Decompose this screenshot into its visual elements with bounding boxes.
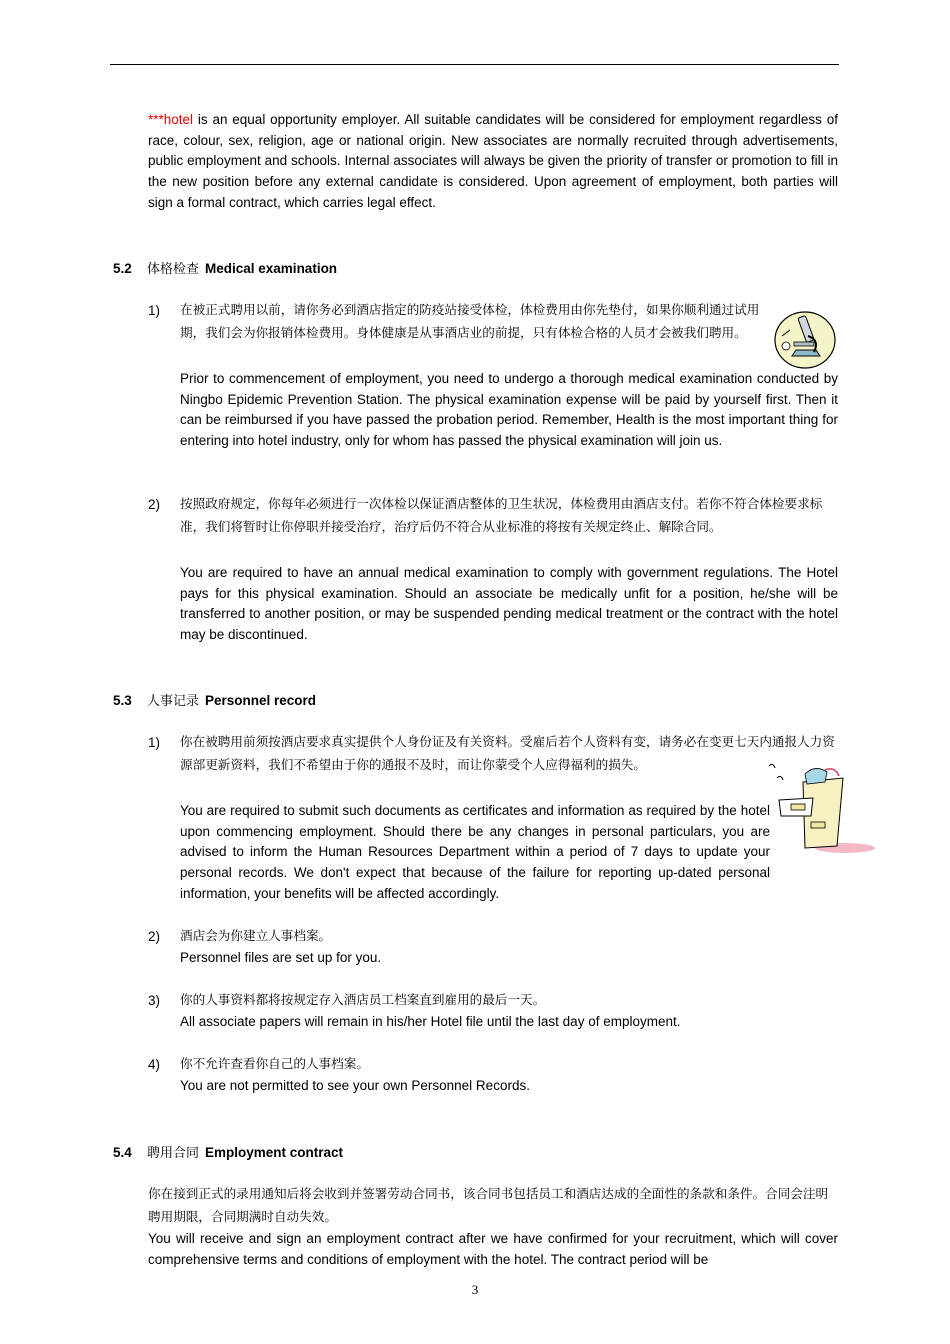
item-zh-text: 你不允许查看你自己的人事档案。 bbox=[180, 1056, 369, 1071]
item-en-text: You are required to have an annual medical examination to comply with government regulations. The Hotel pays for this physical examination. Should an associate be medically unfit for a position, he/she will be transferred to another position, or may be suspended pending medical treatment or the contract with the hotel may be discontinued. bbox=[180, 565, 838, 643]
section-title-zh: 聘用合同 bbox=[147, 1146, 200, 1161]
page-number: 3 bbox=[471, 1282, 479, 1297]
section-title-en: Employment contract bbox=[205, 1145, 344, 1160]
medical-item-2-zh bbox=[180, 493, 838, 538]
item-number: 4) bbox=[148, 1057, 161, 1072]
item-zh-text: 你的人事资料都将按规定存入酒店员工档案直到雇用的最后一天。 bbox=[180, 992, 546, 1007]
section-heading-5-2 bbox=[113, 258, 337, 277]
personnel-item-1-zh bbox=[180, 731, 838, 776]
contract-en-text: You will receive and sign an employment contract after we have confirmed for your recruitment, which will cover comprehensive terms and conditions of employment with the hotel. The contract period will be bbox=[148, 1231, 838, 1267]
item-number: 3) bbox=[148, 993, 161, 1008]
microscope-icon bbox=[772, 306, 838, 370]
item-zh-text: 在被正式聘用以前，请你务必到酒店指定的防疫站接受体检，体检费用由你先垫付，如果你顺利通过试用期，我们会为你报销体检费用。身体健康是从事酒店业的前提，只有体检合格的人员才会被我们聘用。 bbox=[180, 302, 760, 340]
item-en-text: You are not permitted to see your own Personnel Records. bbox=[180, 1077, 530, 1093]
item-zh-text: 酒店会为你建立人事档案。 bbox=[180, 928, 332, 943]
medical-item-1-zh bbox=[180, 299, 763, 344]
personnel-item-1-en bbox=[180, 801, 770, 905]
item-zh-text: 按照政府规定，你每年必须进行一次体检以保证酒店整体的卫生状况，体检费用由酒店支付。若你不符合体检要求标准，我们将暂时让你停职并接受治疗，治疗后仍不符合从业标准的将按有关规定终止、解除合同。 bbox=[180, 496, 823, 534]
medical-item-2-en bbox=[180, 563, 838, 646]
contract-zh bbox=[148, 1183, 838, 1228]
contract-en bbox=[148, 1229, 838, 1270]
personnel-item-2 bbox=[180, 925, 838, 968]
section-title-zh: 体格检查 bbox=[147, 262, 200, 277]
section-heading-5-3 bbox=[113, 690, 316, 709]
item-number: 1) bbox=[148, 303, 161, 318]
item-zh-text: 你在被聘用前须按酒店要求真实提供个人身份证及有关资料。受雇后若个人资料有变，请务必在变更七天内通报人力资源部更新资料，我们不希望由于你的通报不及时，而让你蒙受个人应得福利的损失。 bbox=[180, 734, 835, 772]
item-en-text: Personnel files are set up for you. bbox=[180, 949, 382, 965]
section-number: 5.4 bbox=[113, 1145, 132, 1160]
section-number: 5.2 bbox=[113, 261, 132, 276]
intro-paragraph bbox=[148, 110, 838, 214]
item-en-text: Prior to commencement of employment, you need to undergo a thorough medical examination conducted by Ningbo Epidemic Prevention Station. The physical examination expense will be paid by yourself first. Then it can be reimbursed if you have passed the probation period. Remember, Health is the most important thing for entering into hotel industry, only for whom has passed the physical examination will join us. bbox=[180, 371, 838, 449]
contract-zh-text: 你在接到正式的录用通知后将会收到并签署劳动合同书，该合同书包括员工和酒店达成的全面性的条款和条件。合同会注明聘用期限，合同期满时自动失效。 bbox=[148, 1186, 829, 1224]
item-en-text: You are required to submit such documents as certificates and information as required by the hotel upon commencing employment. Should there be any changes in personal particulars, you are advised to inform the Human Resources Department within a period of 7 days to update your personal records. We don't expect that because of the failure for reporting up-dated personal information, your benefits will be affected accordingly. bbox=[180, 803, 770, 901]
item-number: 2) bbox=[148, 497, 161, 512]
section-title-zh: 人事记录 bbox=[147, 694, 200, 709]
personnel-item-3 bbox=[180, 989, 838, 1032]
item-number: 2) bbox=[148, 929, 161, 944]
section-title-en: Medical examination bbox=[205, 261, 338, 276]
section-number: 5.3 bbox=[113, 693, 132, 708]
section-heading-5-4 bbox=[113, 1142, 343, 1161]
filing-cabinet-icon bbox=[765, 760, 877, 860]
intro-text: is an equal opportunity employer. All suitable candidates will be considered for employment regardless of race, colour, sex, religion, age or national origin. New associates are normally recruited through advertisements, public employment and schools. Internal associates will always be given the priority of transfer or promotion to fill in the new position before any external candidate is considered. Upon agreement of employment, both parties will sign a formal contract, which carries legal effect. bbox=[148, 112, 838, 210]
section-title-en: Personnel record bbox=[205, 693, 317, 708]
personnel-item-4 bbox=[180, 1053, 838, 1096]
item-en-text: All associate papers will remain in his/her Hotel file until the last day of employment. bbox=[180, 1013, 681, 1029]
header-rule bbox=[110, 64, 839, 65]
medical-item-1-en bbox=[180, 369, 838, 452]
hotel-name: ***hotel bbox=[148, 112, 194, 127]
item-number: 1) bbox=[148, 735, 161, 750]
